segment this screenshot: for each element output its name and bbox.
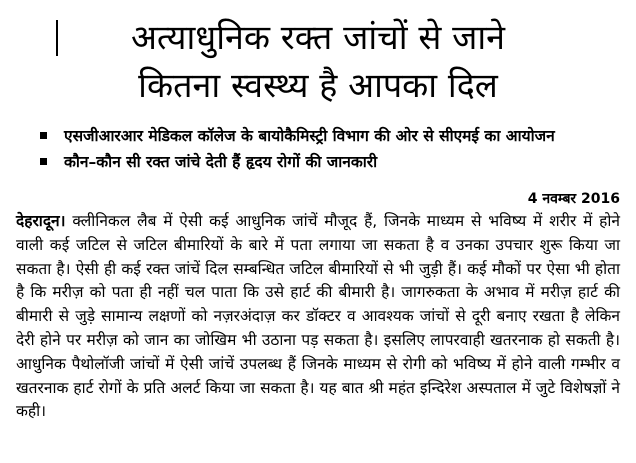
bullet-square-icon [40, 158, 47, 165]
headline-line-1: अत्याधुनिक रक्त जांचों से जाने [130, 18, 506, 58]
article-text: क्लीनिकल लैब में ऐसी कई आधुनिक जांचें मौजूद हैं, जिनके माध्यम से भविष्य में शरीर में होने वाली कई जटिल से जटिल बीमारियों के बारे में पता लगाया जा सकता है व उनका उपचार शुरू किया जा सकता है। ऐसी ही कई रक्त जांचें दिल सम्बन्धित जटिल बीमारियों से भी जुड़ी हैं। कई मौकों पर ऐसा भी होता है कि मरीज़ को पता ही नहीं चल पाता कि उसे हार्ट की बीमारी है। जागरुकता के अभाव में मरीज़ हार्ट की बीमारी से जुड़े सामान्य लक्षणों को नज़रअंदाज़ कर डॉक्टर व आवश्यक जांचों से दूरी बनाए रखता है लेकिन देरी होने पर मरीज़ को जान का जोखिम भी उठाना पड़ सकता है। इसलिए लापरवाही खतरनाक हो सकती है। आधुनिक पैथोलॉजी जांचों में ऐसी जांचें उपलब्ध हैं जिनके माध्यम से रोगी को भविष्य में होने वाली गम्भीर व खतरनाक हार्ट रोगों के प्रति अलर्ट किया जा सकता है। यह बात श्री महंत इन्दिरेश अस्पताल में जुटे विशेषज्ञों ने कही। [16, 212, 620, 421]
highlight-text: कौन–कौन सी रक्त जांचे देती हैं हृदय रोगों की जानकारी [64, 153, 378, 171]
highlight-item [38, 152, 618, 173]
dateline: 4 नवम्बर 2016 [527, 191, 620, 207]
highlight-item [38, 126, 618, 147]
headline [0, 14, 636, 110]
headline-line-2: कितना स्वस्थ्य है आपका दिल [138, 66, 498, 106]
bullet-square-icon [40, 132, 47, 139]
article-place: देहरादून। [16, 212, 66, 230]
highlights-list [38, 126, 618, 178]
highlight-text: एसजीआरआर मेडिकल कॉलेज के बायोकैमिस्ट्री विभाग की ओर से सीएमई का आयोजन [64, 127, 555, 145]
article-body [16, 210, 620, 424]
